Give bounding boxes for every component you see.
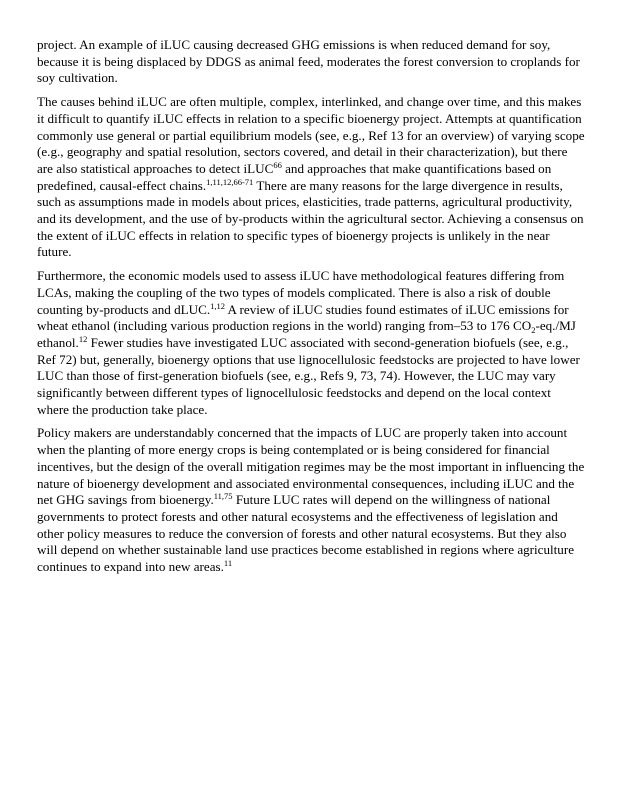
text-run: -eq./MJ ethanol. — [37, 318, 576, 350]
paragraph-economic-models — [37, 268, 585, 418]
paragraph-iluc-causes — [37, 94, 585, 261]
text-run: There are many reasons for the large divergence in results, such as assumptions made in models about prices, elasticities, trade patterns, agricultural productivity, and its development, and the use of by-products within the agricultural sector. Achieving a consensus on the extent of iLUC effects in relation to specific types of bioenergy projects is unlikely in the near future. — [37, 177, 584, 260]
paragraph-iluc-soy-example — [37, 37, 585, 87]
paragraph-policy-makers — [37, 425, 585, 575]
text-run: The causes behind iLUC are often multiple, complex, interlinked, and change over time, and this makes it difficult to quantify iLUC effects in relation to a specific bioenergy project. Attempts at quantification commonly use general or partial equilibrium models (see, e.g., Ref 13 for an overview) of varying scope (e.g., geography and spatial resolution, sectors covered, and detail in their characterization), but there are also statistical approaches to detect iLUC — [37, 94, 585, 176]
text-run: Policy makers are understandably concerned that the impacts of LUC are properly taken into account when the planting of more energy crops is being contemplated or is being considered for financial incentives, but the design of the overall mitigation regimes may be the most important in influencing the nature of bioenergy development and associated environmental consequences, including iLUC and the net GHG savings from bioenergy. — [37, 425, 585, 508]
citation-superscript: 1,11,12,66-71 — [206, 176, 254, 187]
text-run: Future LUC rates will depend on the willingness of national governments to protect forests and other natural ecosystems and the effectiveness of legislation and other policy measures to reduce the conversion of forests and other natural ecosystems. But they also will depend on whether sustainable land use practices become established in regions where agriculture continues to expand into new areas. — [37, 492, 575, 575]
citation-superscript: 1,12 — [210, 300, 225, 311]
text-run: Fewer studies have investigated LUC associated with second-generation biofuels (see, e.g., Ref 72) but, generally, bioenergy options that use lignocellulosic feedstocks are projected to have lower LUC than those of first-generation biofuels (see, e.g., Refs 9, 73, 74). However, the LUC may vary significantly between different types of lignocellulosic feedstocks and depend on the local context where the production take place. — [37, 334, 580, 417]
chemical-subscript: 2 — [531, 325, 536, 336]
citation-superscript: 11,75 — [213, 491, 233, 502]
citation-superscript: 12 — [78, 333, 88, 344]
citation-superscript: 11 — [223, 558, 233, 569]
text-run: Furthermore, the economic models used to assess iLUC have methodological features differing from LCAs, making the coupling of the two types of models complicated. There is also a risk of double counting by-products and dLUC. — [37, 268, 565, 317]
text-run: A review of iLUC studies found estimates of iLUC emissions for wheat ethanol (including various production regions in the world) ranging from–53 to 176 CO — [37, 301, 569, 334]
text-run: and approaches that make quantifications based on predefined, causal-effect chains. — [37, 160, 552, 193]
citation-superscript: 66 — [273, 159, 282, 170]
text-run: project. An example of iLUC causing decreased GHG emissions is when reduced demand for soy, because it is being displaced by DDGS as animal feed, moderates the forest conversion to croplands for soy cultivation. — [37, 37, 580, 86]
page-body — [37, 37, 585, 583]
